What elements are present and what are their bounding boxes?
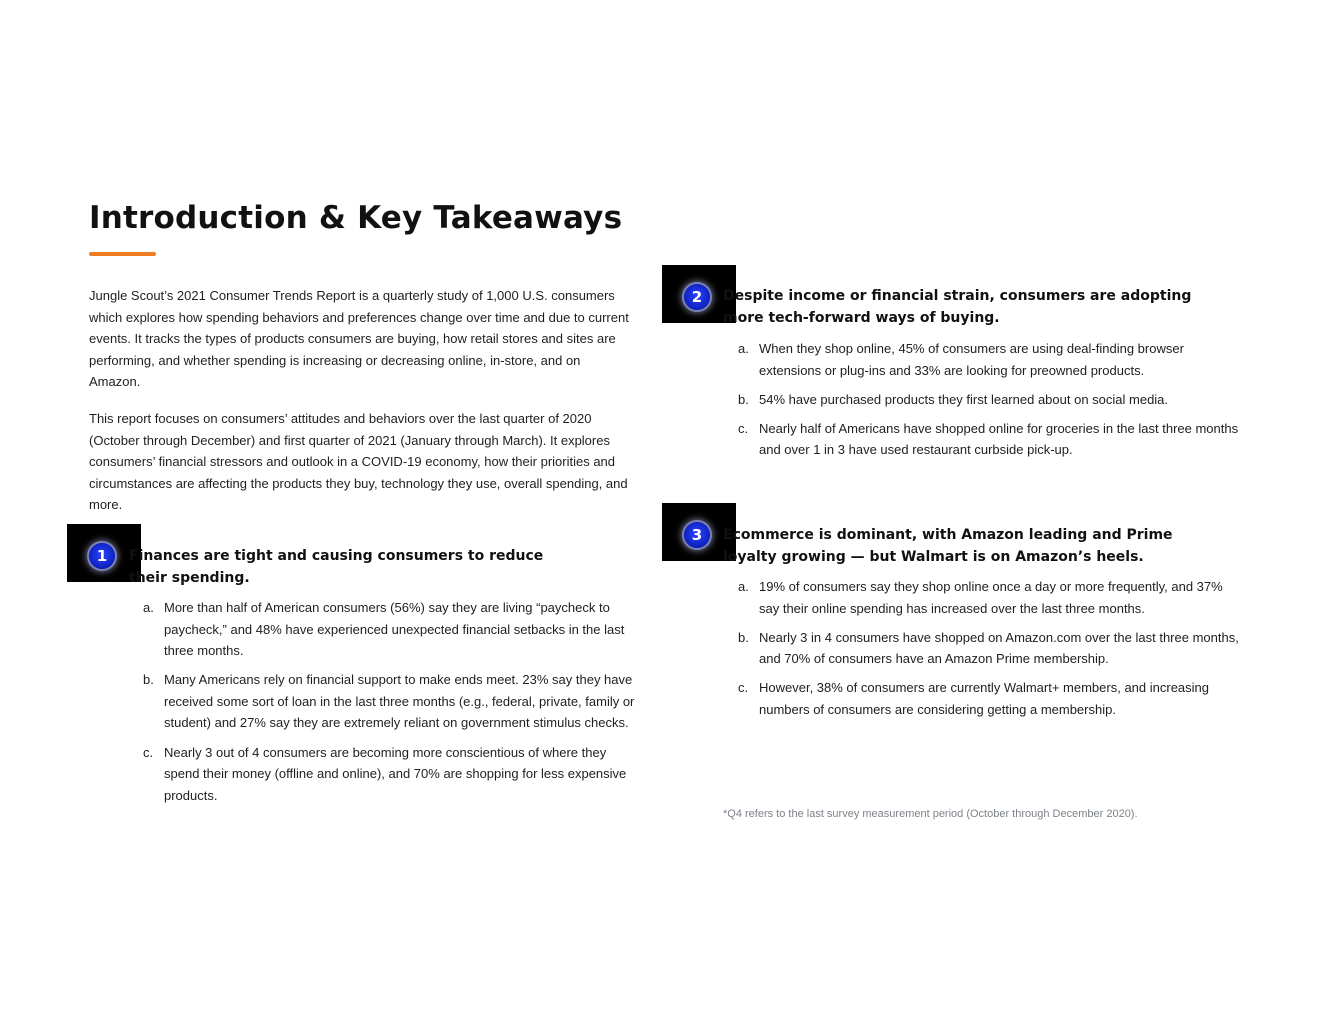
takeaway-2-list bbox=[723, 338, 1243, 468]
list-item bbox=[128, 669, 638, 734]
intro-paragraph-2: This report focuses on consumers’ attitudes and behaviors over the last quarter of 2020 (October through December) and first quarter of 2021 (January through March). It explores consumers’ financial stressors and outlook in a COVID-19 economy, how their priorities and circumstances are affecting the products they buy, technology they use, overall spending, and more. bbox=[89, 411, 628, 513]
list-marker: a. bbox=[738, 341, 749, 356]
list-item bbox=[723, 677, 1243, 720]
takeaway-3-heading: Ecommerce is dominant, with Amazon leading and Prime loyalty growing — but Walmart is on Amazon’s heels. bbox=[723, 527, 1173, 565]
list-item bbox=[723, 418, 1243, 461]
list-marker: b. bbox=[738, 391, 749, 407]
list-marker: c. bbox=[738, 420, 749, 436]
takeaway-2-number-badge: 2 bbox=[684, 284, 710, 310]
list-item-text: When they shop online, 45% of consumers are using deal-finding browser extensions or plug-ins and 33% are looking for preowned products. bbox=[759, 341, 1184, 378]
list-marker: c. bbox=[143, 744, 154, 760]
list-item-text: More than half of American consumers (56%) say they are living “paycheck to paycheck,” and 48% have experienced unexpected financial setbacks in the last three months. bbox=[164, 600, 625, 659]
list-item bbox=[128, 742, 638, 807]
list-item bbox=[128, 597, 638, 662]
list-item-text: Nearly half of Americans have shopped online for groceries in the last three months and over 1 in 3 have used restaurant curbside pick-up. bbox=[759, 420, 1239, 458]
intro-paragraph-1: Jungle Scout’s 2021 Consumer Trends Report is a quarterly study of 1,000 U.S. consumers which explores how spending behaviors and preferences change over time and due to current events. It tracks the types of products consumers are buying, how retail stores and sites are performing, and whether spending is increasing or decreasing online, in-store, and on Amazon. bbox=[89, 288, 629, 390]
list-item-text: However, 38% of consumers are currently Walmart+ members, and increasing numbers of consumers are considering getting a membership. bbox=[759, 680, 1210, 717]
takeaway-1-number-badge: 1 bbox=[89, 543, 115, 569]
list-item-text: Nearly 3 in 4 consumers have shopped on Amazon.com over the last three months, and 70% of consumers have an Amazon Prime membership. bbox=[759, 629, 1239, 667]
list-item-text: Many Americans rely on financial support to make ends meet. 23% say they have received some sort of loan in the last three months (e.g., federal, private, family or student) and 27% say they are extremely reliant on government stimulus checks. bbox=[164, 672, 635, 731]
takeaway-3-number-badge: 3 bbox=[684, 522, 710, 548]
list-marker: c. bbox=[738, 680, 749, 696]
takeaway-2-heading: Despite income or financial strain, consumers are adopting more tech-forward ways of buying. bbox=[723, 288, 1192, 326]
list-item-text: Nearly 3 out of 4 consumers are becoming more conscientious of where they spend their money (offline and online), and 70% are shopping for less expensive products. bbox=[164, 744, 627, 803]
list-marker: b. bbox=[143, 672, 154, 688]
list-marker: a. bbox=[143, 600, 154, 615]
list-marker: a. bbox=[738, 579, 749, 594]
list-item-text: 19% of consumers say they shop online once a day or more frequently, and 37% say their online spending has increased over the last three months. bbox=[759, 579, 1223, 616]
list-item bbox=[723, 389, 1243, 411]
list-item bbox=[723, 338, 1243, 381]
title-accent-underline bbox=[89, 252, 156, 256]
list-item-text: 54% have purchased products they first learned about on social media. bbox=[759, 391, 1169, 407]
list-item bbox=[723, 627, 1243, 670]
takeaway-1-heading: Finances are tight and causing consumers to reduce their spending. bbox=[129, 548, 544, 586]
footnote: *Q4 refers to the last survey measurement period (October through December 2020). bbox=[723, 808, 1138, 820]
takeaway-1-list bbox=[128, 597, 638, 814]
list-item bbox=[723, 576, 1243, 619]
list-marker: b. bbox=[738, 629, 749, 645]
page-title: Introduction & Key Takeaways bbox=[89, 200, 623, 236]
takeaway-3-list bbox=[723, 576, 1243, 728]
